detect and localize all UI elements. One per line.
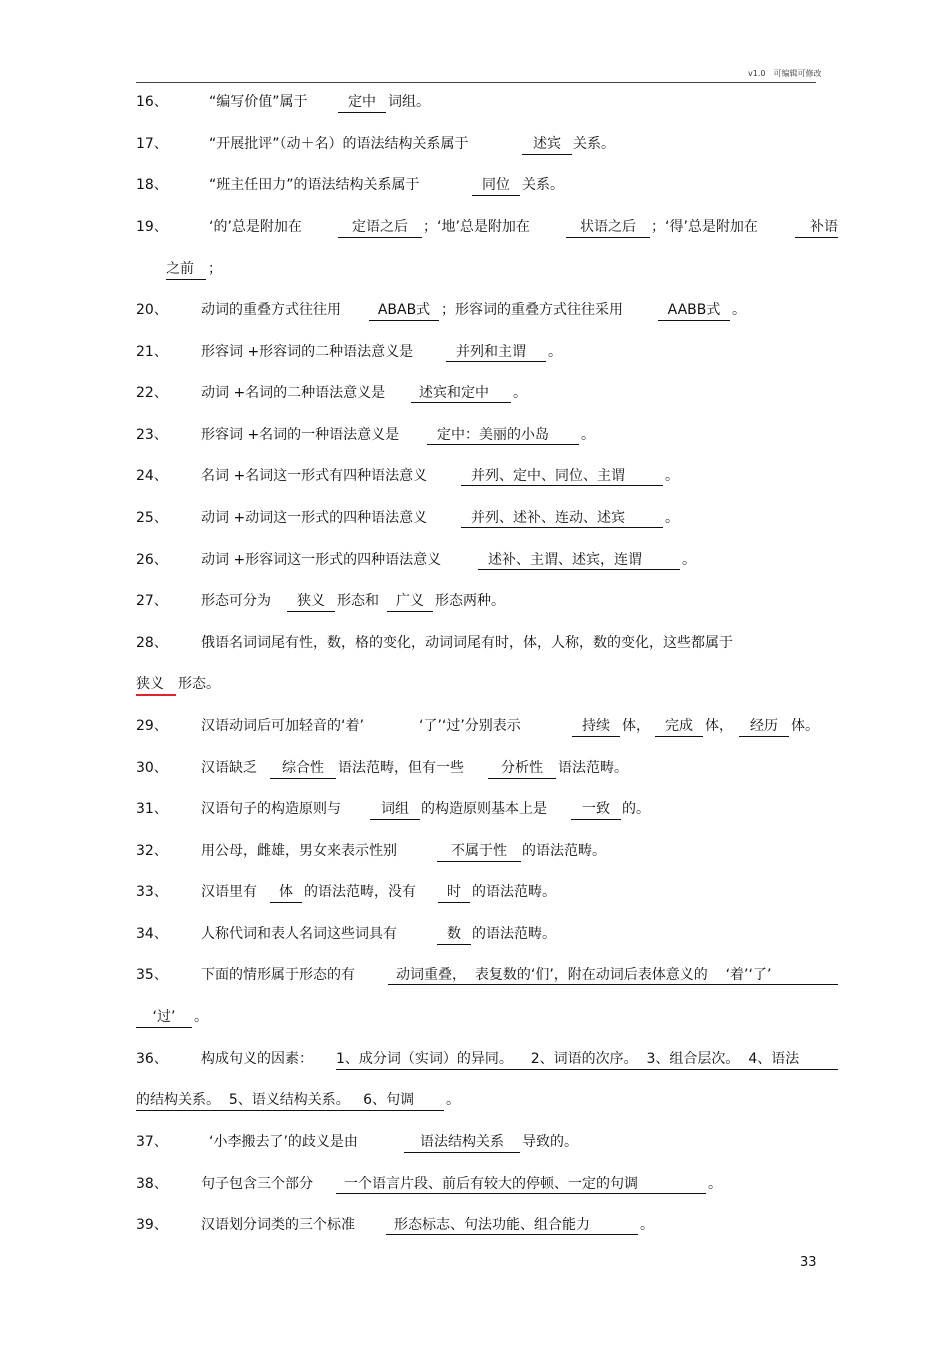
answer-blank: ABAB式 (369, 300, 439, 321)
answer-blank: 不属于性 (437, 841, 521, 862)
question-text: 形态两种。 (435, 593, 505, 609)
question-text: 形容词 +名词的一种语法意义是 (201, 427, 400, 443)
question-text: 动词 +形容词这一形式的四种语法意义 (201, 552, 442, 568)
answer-blank: 完成 (655, 716, 703, 737)
question-text: 俄语名词词尾有性，数，格的变化，动词词尾有时，体，人称，数的变化，这些都属于 (201, 635, 733, 651)
answer-blank: 形态标志、句法功能、组合能力 (386, 1215, 638, 1235)
question-text: 句子包含三个部分 (201, 1176, 313, 1192)
question-text: 。 (665, 468, 679, 484)
question-number: 32、 (136, 843, 168, 859)
page-number: 33 (800, 1255, 817, 1270)
question-text: 。 (446, 1092, 460, 1108)
answer-blank: 并列和主谓 (446, 342, 546, 362)
question-text: 体。 (791, 718, 819, 734)
question-text: 关系。 (522, 177, 564, 193)
question-number: 31、 (136, 801, 168, 817)
question-text: 下面的情形属于形态的有 (201, 967, 355, 983)
question-text: 名词 +名词这一形式有四种语法意义 (201, 468, 428, 484)
question-text: 形态。 (178, 676, 220, 692)
question-text: 汉语划分词类的三个标准 (201, 1217, 355, 1233)
answer-blank: 述宾和定中 (411, 383, 511, 403)
question-number: 27、 (136, 593, 168, 609)
question-text: ‘的’总是附加在 (209, 219, 302, 235)
question-text: 动词 +名词的二种语法意义是 (201, 385, 386, 401)
question-number: 37、 (136, 1134, 168, 1150)
question-text: 词组。 (388, 94, 430, 110)
question-text: 。 (548, 344, 562, 360)
answer-blank: 广义 (387, 591, 433, 612)
answer-blank: 语法结构关系 (404, 1132, 520, 1153)
question-text: 的语法范畴。 (522, 843, 606, 859)
answer-blank: 综合性 (270, 758, 336, 779)
question-text: 体， (622, 718, 650, 734)
answer-blank: 述补、主谓、述宾，连谓 (478, 550, 680, 570)
answer-blank: 定中：美丽的小岛 (427, 425, 579, 445)
question-text: 汉语句子的构造原则与 (201, 801, 341, 817)
answer-blank: 状语之后 (566, 217, 650, 238)
question-text: ； (208, 261, 222, 277)
question-number: 28、 (136, 635, 168, 651)
question-number: 34、 (136, 926, 168, 942)
answer-blank: 狭义 (136, 674, 176, 696)
question-number: 33、 (136, 884, 168, 900)
question-number: 38、 (136, 1176, 168, 1192)
answer-blank: 之前 (166, 259, 206, 280)
question-number: 19、 (136, 219, 168, 235)
answer-blank: 体 (270, 882, 302, 903)
answer-blank: ‘过’ (136, 1007, 192, 1028)
question-text: 。 (708, 1176, 722, 1192)
question-number: 24、 (136, 468, 168, 484)
question-text: 的语法范畴。 (472, 884, 556, 900)
question-text: “开展批评”（动＋名）的语法结构关系属于 (209, 136, 469, 152)
question-text: 。 (194, 1009, 208, 1025)
header-rule (136, 82, 816, 83)
question-text: ；形容词的重叠方式往往采用 (441, 302, 623, 318)
question-number: 16、 (136, 94, 168, 110)
question-text: 动词的重叠方式往往用 (201, 302, 341, 318)
question-text: 语法范畴，但有一些 (338, 760, 464, 776)
question-number: 21、 (136, 344, 168, 360)
answer-blank: 的结构关系。 5、语义结构关系。 6、句调 (136, 1090, 444, 1111)
answer-blank: 述宾 (522, 134, 572, 155)
question-text: ‘小李搬去了’的歧义是由 (209, 1134, 358, 1150)
answer-blank: 1、成分词（实词）的异同。 2、词语的次序。 3、组合层次。 4、语法 (336, 1049, 838, 1070)
question-text: 体， (705, 718, 733, 734)
question-text: 的构造原则基本上是 (421, 801, 547, 817)
question-text: 汉语动词后可加轻音的‘着’ (201, 718, 364, 734)
question-number: 36、 (136, 1051, 168, 1067)
question-number: 22、 (136, 385, 168, 401)
question-text: 。 (682, 552, 696, 568)
question-text: 的。 (622, 801, 650, 817)
question-text: 。 (513, 385, 527, 401)
header-version-label: v1.0 可编辑可修改 (748, 69, 822, 78)
answer-blank: 一致 (571, 799, 621, 820)
question-text: ；‘地’总是附加在 (423, 219, 530, 235)
question-number: 23、 (136, 427, 168, 443)
question-number: 18、 (136, 177, 168, 193)
question-number: 30、 (136, 760, 168, 776)
answer-blank: 分析性 (488, 758, 556, 779)
answer-blank: 持续 (572, 716, 620, 737)
answer-blank: 定语之后 (338, 217, 422, 238)
question-text: 。 (581, 427, 595, 443)
answer-blank: AABB式 (658, 300, 730, 321)
question-text: 。 (732, 302, 746, 318)
answer-blank: 一个语言片段、前后有较大的停顿、一定的句调 (336, 1174, 706, 1194)
question-text: 导致的。 (522, 1134, 578, 1150)
question-text: 动词 +动词这一形式的四种语法意义 (201, 510, 428, 526)
answer-blank: 补语 (795, 217, 838, 238)
question-text: 。 (665, 510, 679, 526)
question-text: “班主任田力”的语法结构关系属于 (209, 177, 420, 193)
question-text: 形态可分为 (201, 593, 271, 609)
answer-blank: 并列、述补、连动、述宾 (461, 508, 663, 528)
question-text: ‘了’‘过’分别表示 (419, 718, 521, 734)
answer-blank: 数 (437, 924, 471, 945)
question-number: 35、 (136, 967, 168, 983)
answer-blank: 词组 (370, 799, 420, 820)
question-text: 关系。 (573, 136, 615, 152)
question-number: 29、 (136, 718, 168, 734)
answer-blank: 动词重叠， 表复数的‘们’，附在动词后表体意义的 ‘着’‘了’ (388, 965, 838, 985)
question-text: 汉语缺乏 (201, 760, 257, 776)
question-text: 构成句义的因素： (201, 1051, 313, 1067)
answer-blank: 同位 (472, 175, 520, 196)
question-number: 17、 (136, 136, 168, 152)
answer-blank: 狭义 (287, 591, 335, 612)
question-text: 用公母，雌雄，男女来表示性别 (201, 843, 397, 859)
answer-blank: 定中 (338, 92, 386, 113)
question-number: 20、 (136, 302, 168, 318)
question-text: 的语法范畴。 (472, 926, 556, 942)
answer-blank: 经历 (739, 716, 789, 737)
question-number: 26、 (136, 552, 168, 568)
question-number: 25、 (136, 510, 168, 526)
question-text: ；‘得’总是附加在 (651, 219, 758, 235)
question-text: 。 (640, 1217, 654, 1233)
question-text: 形态和 (337, 593, 379, 609)
question-text: 形容词 +形容词的二种语法意义是 (201, 344, 414, 360)
answer-blank: 时 (438, 882, 470, 903)
question-text: 汉语里有 (201, 884, 257, 900)
question-number: 39、 (136, 1217, 168, 1233)
question-text: 人称代词和表人名词这些词具有 (201, 926, 397, 942)
question-text: “编写价值”属于 (209, 94, 308, 110)
question-text: 语法范畴。 (558, 760, 628, 776)
answer-blank: 并列、定中、同位、主谓 (461, 466, 663, 486)
question-text: 的语法范畴，没有 (304, 884, 416, 900)
